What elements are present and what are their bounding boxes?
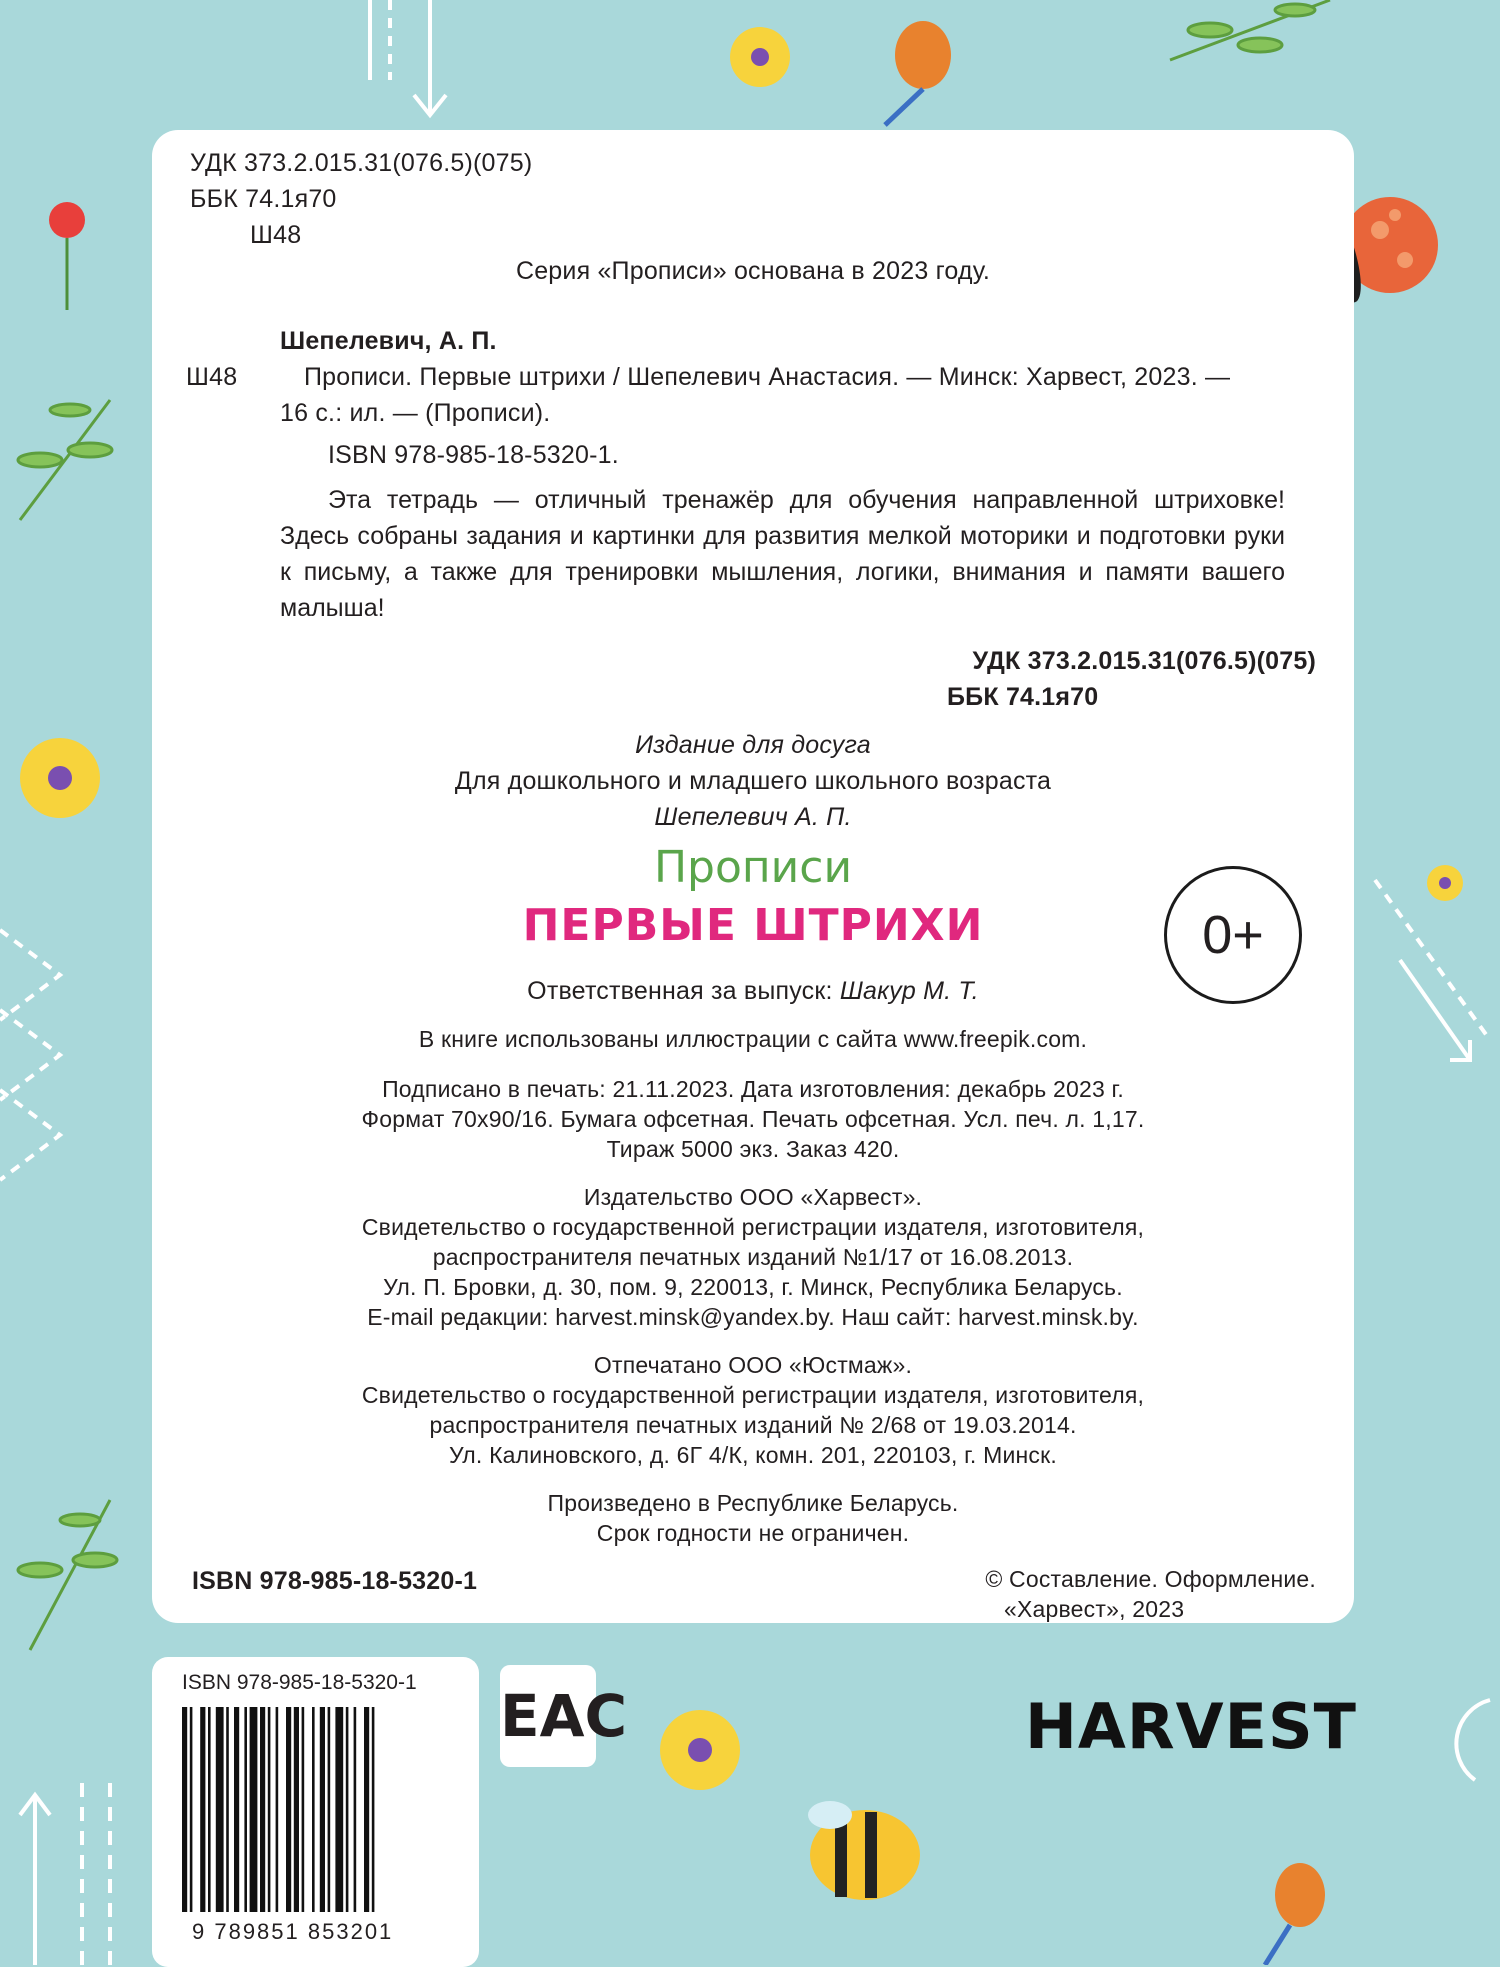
entry-line2: 16 с.: ил. — (Прописи). [280, 399, 551, 427]
responsible-label: Ответственная за выпуск: [527, 977, 833, 1005]
responsible-name: Шакур М. Т. [839, 977, 979, 1005]
harvest-logo-text: HARVEST [1025, 1690, 1357, 1763]
barcode-bar [244, 1707, 247, 1912]
illustrations-note: В книге использованы иллюстрации с сайта www.freepik.com. [418, 1026, 1088, 1052]
barcode-bar [182, 1707, 187, 1912]
origin-line: Срок годности не ограничен. [596, 1520, 910, 1546]
barcode-digits: 9 789851 853201 [192, 1919, 394, 1944]
entry-description: Эта тетрадь — отличный тренажёр для обучения направленной штриховке! Здесь собраны задания и картинки для развития мелкой моторики и подготовки руки к письму, а также для тренировки мышления, логики, внимания и памяти вашего малыша! [280, 486, 1285, 622]
barcode-bar [372, 1707, 375, 1912]
entry-bbk: ББК 74.1я70 [947, 683, 1099, 711]
copyright-line: © Составление. Оформление. [985, 1566, 1316, 1592]
responsible [152, 976, 1354, 1006]
audience: Для дошкольного и младшего школьного возраста [454, 767, 1052, 795]
barcode-bar [294, 1707, 299, 1912]
print-line: Подписано в печать: 21.11.2023. Дата изготовления: декабрь 2023 г. [382, 1076, 1124, 1102]
book-title: Прописи [653, 842, 853, 893]
catalog-code: Ш48 [250, 221, 302, 249]
barcode-bar [234, 1707, 239, 1912]
barcode-bar [302, 1707, 305, 1912]
printer-line: Ул. Калиновского, д. 6Г 4/К, комн. 201, 220103, г. Минск. [449, 1442, 1057, 1468]
barcode-bar [346, 1707, 349, 1912]
printer-line: распространителя печатных изданий № 2/68 от 19.03.2014. [429, 1412, 1077, 1438]
barcode-bar [312, 1707, 315, 1912]
barcode-bar [364, 1707, 369, 1912]
barcode-bar [354, 1707, 357, 1912]
entry-isbn: ISBN 978-985-18-5320-1. [328, 441, 619, 469]
imprint-author: Шепелевич А. П. [654, 803, 852, 831]
printer-line: Отпечатано ООО «Юстмаж». [593, 1352, 913, 1378]
barcode-bar [335, 1707, 343, 1912]
catalog-bbk: ББК 74.1я70 [190, 185, 337, 213]
publisher-line: Свидетельство о государственной регистрации издателя, изготовителя, [361, 1214, 1145, 1240]
barcode-bar [208, 1707, 211, 1912]
barcode [152, 1657, 479, 1967]
barcode-bar [250, 1707, 258, 1912]
series-note: Серия «Прописи» основана в 2023 году. [515, 257, 991, 285]
harvest-logo [1025, 1690, 1357, 1763]
imprint-isbn: ISBN 978-985-18-5320-1 [192, 1567, 478, 1595]
barcode-bar [190, 1707, 193, 1912]
entry-line1: Прописи. Первые штрихи / Шепелевич Анастасия. — Минск: Харвест, 2023. — [304, 363, 1231, 391]
printer-line: Свидетельство о государственной регистрации издателя, изготовителя, [361, 1382, 1145, 1408]
book-subtitle: ПЕРВЫЕ ШТРИХИ [522, 900, 984, 951]
imprint-card [152, 130, 1354, 1623]
barcode-bars [182, 1707, 452, 1917]
barcode-bar [286, 1707, 291, 1912]
barcode-bar [276, 1707, 279, 1912]
barcode-bar [260, 1707, 265, 1912]
barcode-bar [226, 1707, 229, 1912]
entry-author: Шепелевич, А. П. [280, 327, 497, 355]
barcode-bar [328, 1707, 331, 1912]
origin-line: Произведено в Республике Беларусь. [547, 1490, 959, 1516]
eac-logo: ЕАС [500, 1665, 596, 1767]
publisher-line: распространителя печатных изданий №1/17 от 16.08.2013. [432, 1244, 1074, 1270]
barcode-bar [216, 1707, 224, 1912]
entry-udk: УДК 373.2.015.31(076.5)(075) [972, 647, 1316, 675]
print-line: Формат 70x90/16. Бумага офсетная. Печать офсетная. Усл. печ. л. 1,17. [361, 1106, 1145, 1132]
entry-code: Ш48 [186, 363, 238, 391]
copyright-line: «Харвест», 2023 [1004, 1596, 1185, 1622]
age-rating-badge: 0+ [1164, 866, 1302, 1004]
barcode-bar [268, 1707, 271, 1912]
barcode-bar [200, 1707, 205, 1912]
edition-type: Издание для досуга [635, 731, 871, 759]
publisher-line: Ул. П. Бровки, д. 30, пом. 9, 220013, г. Минск, Республика Беларусь. [383, 1274, 1123, 1300]
barcode-isbn: ISBN 978-985-18-5320-1 [182, 1671, 417, 1694]
catalog-udk: УДК 373.2.015.31(076.5)(075) [190, 149, 533, 177]
barcode-bar [320, 1707, 325, 1912]
publisher-line: Издательство ООО «Харвест». [583, 1184, 923, 1210]
print-line: Тираж 5000 экз. Заказ 420. [606, 1136, 900, 1162]
publisher-line: E-mail редакции: harvest.minsk@yandex.by. Наш сайт: harvest.minsk.by. [367, 1304, 1139, 1330]
